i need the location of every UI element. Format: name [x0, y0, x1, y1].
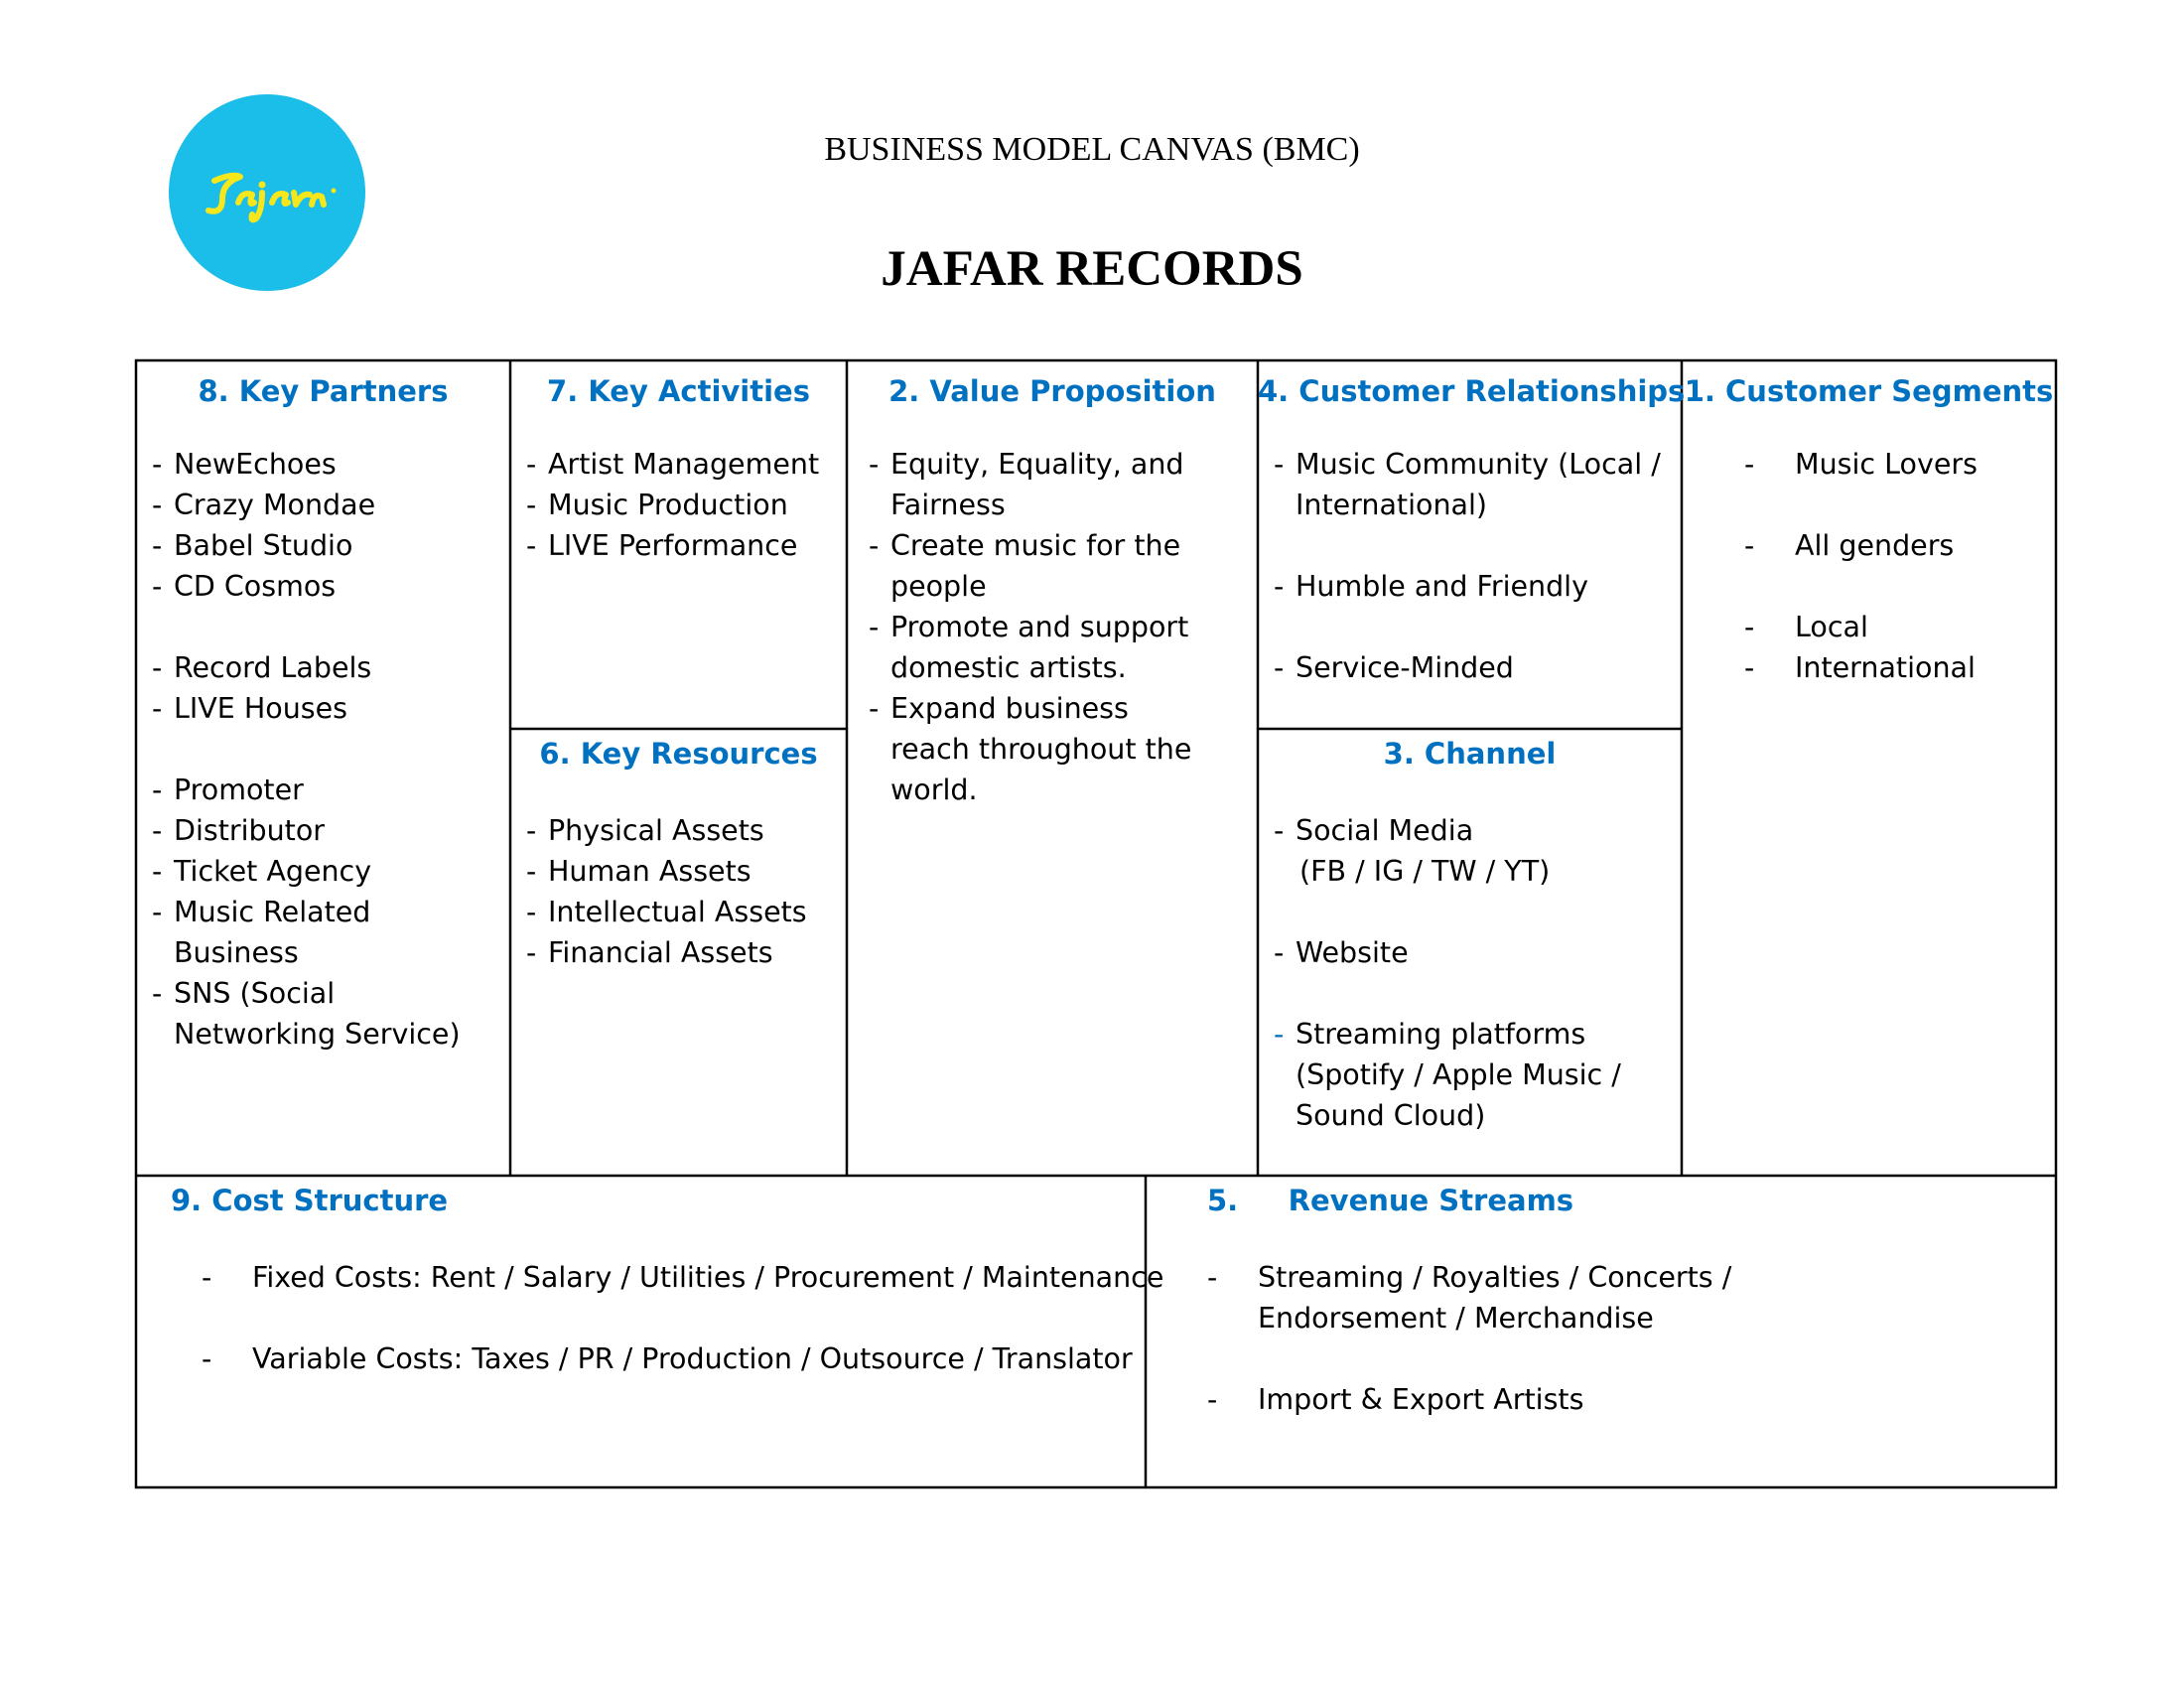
key-resources-section [510, 729, 847, 1176]
list-item: - LIVE Performance [526, 525, 839, 566]
list-item: - Website [1274, 932, 1666, 973]
list-item-continuation: Sound Cloud) [1296, 1099, 1486, 1132]
cost-structure-section [136, 1176, 1164, 1487]
list-item: - Ticket Agency [152, 851, 499, 892]
list-item: - Intellectual Assets [526, 892, 839, 932]
list-item: - SNS (Social Networking Service) [152, 973, 472, 1055]
customer-relationships-list [1274, 444, 1666, 688]
list-item: - Streaming platforms [1274, 1014, 1666, 1055]
list-item: - Expand business reach throughout the world. [869, 688, 1196, 810]
customer-relationships-heading: 4. Customer Relationships [1258, 374, 1686, 408]
list-item: - Record Labels [152, 647, 499, 688]
list-item: - International [1744, 647, 2042, 688]
value-proposition-section [847, 360, 1258, 1176]
revenue-streams-list [1207, 1257, 1922, 1420]
revenue-streams-section [1146, 1176, 2056, 1487]
customer-segments-heading: 1. Customer Segments [1684, 374, 2054, 408]
channel-section [1258, 729, 1682, 1176]
list-item: - Variable Costs: Taxes / PR / Production / Outsource / Translator [202, 1338, 1140, 1379]
value-proposition-heading: 2. Value Proposition [888, 374, 1216, 408]
key-activities-heading: 7. Key Activities [547, 374, 810, 408]
channel-list [1274, 810, 1666, 1136]
cost-structure-heading: 9. Cost Structure [171, 1184, 449, 1217]
channel-heading: 3. Channel [1383, 737, 1557, 771]
list-item: - Human Assets [526, 851, 839, 892]
list-item: - Create music for the people [869, 525, 1196, 607]
list-item: - Streaming / Royalties / Concerts / Endorsement / Merchandise [1207, 1257, 1922, 1338]
list-item: - Music Production [526, 485, 839, 525]
document-title: JAFAR RECORDS [881, 241, 1303, 297]
key-partners-section [136, 360, 510, 1176]
key-activities-list [526, 444, 839, 566]
list-item: - Promote and support domestic artists. [869, 607, 1196, 688]
list-item: - Equity, Equality, and Fairness [869, 444, 1196, 525]
key-resources-list [526, 810, 839, 973]
list-item: - Import & Export Artists [1207, 1379, 1922, 1420]
key-activities-section [510, 360, 847, 729]
customer-relationships-section [1258, 360, 1686, 729]
list-item: - Financial Assets [526, 932, 839, 973]
list-item: - Promoter [152, 770, 499, 810]
list-item-continuation: (FB / IG / TW / YT) [1299, 855, 1551, 888]
revenue-streams-heading: 5. Revenue Streams [1207, 1184, 1574, 1217]
list-item: - Fixed Costs: Rent / Salary / Utilities / Procurement / Maintenance [202, 1257, 1140, 1298]
list-item: - Music Related Business [152, 892, 499, 973]
list-item: - Music Lovers [1744, 444, 2042, 485]
customer-segments-list [1744, 444, 2042, 688]
list-item: - Babel Studio [152, 525, 499, 566]
cost-structure-list [202, 1257, 1164, 1379]
list-item: - Crazy Mondae [152, 485, 499, 525]
list-item: - Artist Management [526, 444, 839, 485]
customer-segments-section [1682, 360, 2056, 1176]
document-subtitle: BUSINESS MODEL CANVAS (BMC) [824, 131, 1360, 168]
list-item: - Physical Assets [526, 810, 839, 851]
list-item: - Humble and Friendly [1274, 566, 1666, 607]
list-item: - CD Cosmos [152, 566, 499, 607]
list-item: - LIVE Houses [152, 688, 499, 729]
list-item: - Distributor [152, 810, 499, 851]
list-item: - Social Media [1274, 810, 1666, 851]
value-proposition-list [869, 444, 1196, 810]
key-resources-heading: 6. Key Resources [539, 737, 818, 771]
key-partners-list [152, 444, 499, 1055]
list-item: - NewEchoes [152, 444, 499, 485]
list-item: - All genders [1744, 525, 2042, 566]
list-item-continuation: (Spotify / Apple Music / [1296, 1058, 1621, 1091]
list-item: - Local [1744, 607, 2042, 647]
key-partners-heading: 8. Key Partners [198, 374, 449, 408]
list-item: - Music Community (Local / International) [1274, 444, 1666, 525]
list-item: - Service-Minded [1274, 647, 1666, 688]
